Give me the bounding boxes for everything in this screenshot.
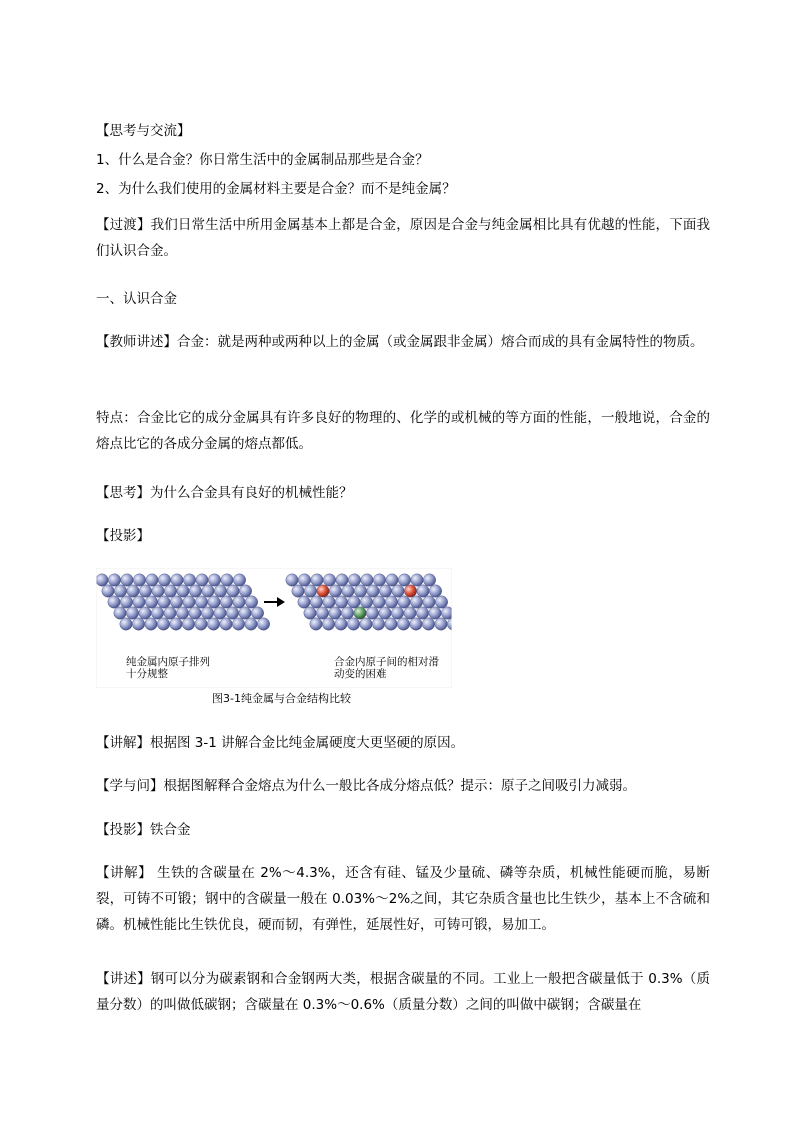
atom (397, 618, 409, 630)
atom (152, 585, 164, 597)
atom (373, 596, 385, 608)
atom (145, 596, 157, 608)
atom (422, 618, 434, 630)
atom (171, 574, 183, 586)
atom (121, 574, 133, 586)
atom (239, 585, 251, 597)
atom (146, 574, 158, 586)
atom (226, 607, 238, 619)
atom (207, 618, 219, 630)
atom (292, 585, 304, 597)
atom (379, 607, 391, 619)
atom (342, 585, 354, 597)
atom (398, 596, 410, 608)
atom (108, 574, 120, 586)
atom (385, 596, 397, 608)
atom (177, 585, 189, 597)
atom (323, 596, 335, 608)
atom (336, 574, 348, 586)
atom (310, 618, 322, 630)
atom (298, 596, 310, 608)
explanation-iron-steel: 【讲解】 生铁的含碳量在 2%～4.3%，还含有硅、锰及少量硫、磷等杂质，机械性能硬而脆，易断裂，可铸不可锻；钢中的含碳量一般在 0.03%～2%之间，其它杂质含量也比生铁少，基本上不含硫和磷。机械性能比生铁优良，硬而韧，有弹性，延展性好，可铸可锻，易加工。 (96, 865, 710, 933)
atom (322, 618, 334, 630)
atom (423, 574, 435, 586)
atom (398, 574, 410, 586)
atom (329, 607, 341, 619)
atom (195, 596, 207, 608)
atom (139, 607, 151, 619)
alloy-atom-green (354, 607, 366, 619)
atom (310, 596, 322, 608)
atom (133, 574, 145, 586)
atom (417, 585, 429, 597)
atom (441, 607, 452, 619)
atom (435, 596, 447, 608)
atom (114, 585, 126, 597)
atom (286, 574, 298, 586)
atom (126, 607, 138, 619)
atom (366, 607, 378, 619)
atom (170, 618, 182, 630)
steel-classification: 【讲述】钢可以分为碳素钢和合金钢两大类，根据含碳量的不同。工业上一般把含碳量低于 0.3%（质量分数）的叫做低碳钢；含碳量在 0.3%～0.6%（质量分数）之间的叫做中碳钢；含碳量在 (96, 971, 710, 1013)
atom (158, 596, 170, 608)
atom (392, 585, 404, 597)
atom (183, 574, 195, 586)
atom (202, 585, 214, 597)
atom (429, 585, 441, 597)
heading-think-discuss: 【思考与交流】 (96, 123, 191, 139)
atom (429, 607, 441, 619)
atom (189, 585, 201, 597)
atom (208, 596, 220, 608)
atom (164, 607, 176, 619)
atom (257, 618, 269, 630)
atom (447, 618, 452, 630)
atom (183, 596, 195, 608)
right-label-line-2: 动变的困难 (334, 668, 387, 680)
atom (201, 607, 213, 619)
pure-metal-lattice (96, 574, 270, 630)
left-label-line-2: 十分规整 (126, 668, 168, 680)
section-title-alloy: 一、认识合金 (96, 291, 177, 307)
atom (416, 607, 428, 619)
atom (311, 574, 323, 586)
atom (176, 607, 188, 619)
left-figure-label (126, 656, 210, 680)
atom (304, 585, 316, 597)
atom (195, 618, 207, 630)
atom (335, 596, 347, 608)
atom (182, 618, 194, 630)
atom (120, 618, 132, 630)
atom (391, 607, 403, 619)
alloy-atom-red (317, 585, 329, 597)
atom (164, 585, 176, 597)
atom (386, 574, 398, 586)
atom (245, 596, 257, 608)
atom (373, 574, 385, 586)
atom (410, 618, 422, 630)
atom (170, 596, 182, 608)
atom (423, 596, 435, 608)
atom (220, 618, 232, 630)
atom (151, 607, 163, 619)
atom (108, 596, 120, 608)
atom (435, 618, 447, 630)
atom (96, 574, 108, 586)
atom (298, 574, 310, 586)
atom (348, 596, 360, 608)
atom (354, 585, 366, 597)
right-figure-label (334, 656, 439, 680)
atom (133, 596, 145, 608)
atom (220, 596, 232, 608)
atom (329, 585, 341, 597)
atom (189, 607, 201, 619)
atom (341, 607, 353, 619)
atom (232, 618, 244, 630)
projection-iron-alloy: 【投影】铁合金 (96, 822, 191, 838)
features-paragraph: 特点：合金比它的成分金属具有许多良好的物理的、化学的或机械的等方面的性能，一般地说，合金的熔点比它的各成分金属的熔点都低。 (96, 410, 710, 452)
arrow-icon (264, 597, 285, 607)
atom (348, 574, 360, 586)
atom (410, 596, 422, 608)
projection-label: 【投影】 (96, 528, 150, 544)
atom (127, 585, 139, 597)
atom (335, 618, 347, 630)
atom (316, 607, 328, 619)
study-question: 【学与问】根据图解释合金熔点为什么一般比各成分熔点低？提示：原子之间吸引力减弱。 (96, 778, 636, 794)
question-2: 2、为什么我们使用的金属材料主要是合金？而不是纯金属？ (96, 181, 456, 197)
atom (385, 618, 397, 630)
think-question: 【思考】为什么合金具有良好的机械性能？ (96, 485, 353, 501)
atom (214, 585, 226, 597)
atom (233, 596, 245, 608)
atom (360, 596, 372, 608)
left-label-line-1: 纯金属内原子排列 (126, 656, 210, 668)
atom (239, 607, 251, 619)
atom (347, 618, 359, 630)
figure-caption: 图3-1纯金属与合金结构比较 (212, 692, 351, 705)
atom (404, 607, 416, 619)
atom (323, 574, 335, 586)
question-1: 1、什么是合金？你日常生活中的金属制品那些是合金？ (96, 152, 429, 168)
atom (221, 574, 233, 586)
atom (139, 585, 151, 597)
figure-alloy-structure (96, 568, 452, 710)
atom (214, 607, 226, 619)
atom (251, 607, 263, 619)
atom (372, 618, 384, 630)
transition-paragraph: 【过渡】我们日常生活中所用金属基本上都是合金，原因是合金与纯金属相比具有优越的性能，下面我们认识合金。 (96, 217, 710, 259)
atom (208, 574, 220, 586)
teacher-explanation: 【教师讲述】合金：就是两种或两种以上的金属（或金属跟非金属）熔合而成的具有金属特性的物质。 (96, 334, 704, 350)
atom (411, 574, 423, 586)
atom (120, 596, 132, 608)
atom (145, 618, 157, 630)
atom (245, 618, 257, 630)
right-label-line-1: 合金内原子间的相对滑 (334, 656, 439, 668)
atom (361, 574, 373, 586)
atom (360, 618, 372, 630)
atom (132, 618, 144, 630)
atom (114, 607, 126, 619)
alloy-lattice (286, 574, 452, 630)
atom (158, 574, 170, 586)
alloy-atom-red (404, 585, 416, 597)
explanation-figure: 【讲解】根据图 3-1 讲解合金比纯金属硬度大更坚硬的原因。 (96, 735, 465, 751)
atom (227, 585, 239, 597)
atom (304, 607, 316, 619)
atom (367, 585, 379, 597)
atom (157, 618, 169, 630)
atom (196, 574, 208, 586)
atom (379, 585, 391, 597)
atom (102, 585, 114, 597)
atom (233, 574, 245, 586)
